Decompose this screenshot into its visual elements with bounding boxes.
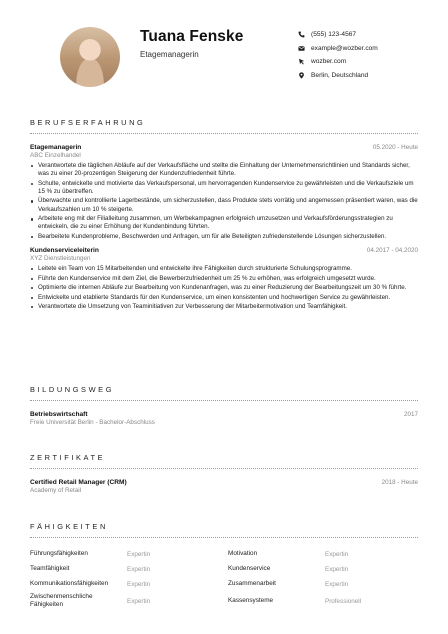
section-divider xyxy=(30,133,418,134)
bullet-item: Verantwortete die Umsetzung von Teaminitiativen zur Verbesserung der Mitarbeitermotivation und Teamfähigkeit. xyxy=(30,303,418,311)
contact-website-text: wozber.com xyxy=(311,58,347,66)
contact-location xyxy=(298,69,378,83)
candidate-job-title: Etagemanagerin xyxy=(140,50,199,59)
bullet-item: Bearbeitete Kundenprobleme, Beschwerden und Anfragen, um für alle Beteiligten zufriedenstellende Lösungen sicherzustellen. xyxy=(30,233,418,241)
bullet-item: Schulte, entwickelte und motivierte das Verkaufspersonal, um hervorragenden Kundenservice zu gewährleisten und die Verkaufsziele um 15 % zu übertreffen. xyxy=(30,180,418,196)
candidate-name: Tuana Fenske xyxy=(140,28,244,45)
contact-location-text: Berlin, Deutschland xyxy=(311,71,369,79)
skill-name: Führungsfähigkeiten xyxy=(30,550,88,557)
skill-name: Zwischenmenschliche Fähigkeiten xyxy=(30,593,93,608)
contact-phone-text: (555) 123-4567 xyxy=(311,31,357,39)
skill-level: Expertin xyxy=(127,565,151,573)
section-title: BERUFSERFAHRUNG xyxy=(30,118,146,127)
skill-level: Expertin xyxy=(127,580,151,588)
entry-title: Certified Retail Manager (CRM) xyxy=(30,479,127,486)
section-divider xyxy=(30,537,418,538)
bullet-item: Überwachte und kontrollierte Lagerbestände, um sicherzustellen, dass Produkte stets vorrätig und angemessen präsentiert waren, was die Verkaufszahlen um 10 % steigerte. xyxy=(30,197,418,213)
skill-level: Professionell xyxy=(325,597,362,605)
bullet-item: Leitete ein Team von 15 Mitarbeitenden und entwickelte ihre Fähigkeiten durch strukturierte Schulungsprogramme. xyxy=(30,265,418,273)
resume-header xyxy=(30,0,418,112)
link-icon xyxy=(298,58,305,65)
skill-level: Expertin xyxy=(127,597,151,605)
experience-entry xyxy=(30,144,418,241)
entry-company: XYZ Dienstleistungen xyxy=(30,255,91,263)
skill-level: Expertin xyxy=(325,565,349,573)
contact-phone xyxy=(298,28,378,42)
contact-list xyxy=(298,28,378,82)
skill-level: Expertin xyxy=(325,550,349,558)
bullet-item: Verantwortete die täglichen Abläufe auf der Verkaufsfläche und stellte die Einhaltung der Unternehmensrichtlinien und Standards sicher, was zu einer 20-prozentigen Steigerung der Kundenzufriedenheit führte. xyxy=(30,162,418,178)
skills-section xyxy=(30,522,418,609)
certificate-entry xyxy=(30,479,418,494)
entry-bullets xyxy=(30,162,418,241)
education-section xyxy=(30,385,418,426)
section-divider xyxy=(30,400,418,401)
entry-subtitle: Freie Universität Berlin - Bachelor-Abschluss xyxy=(30,419,155,426)
experience-entry xyxy=(30,247,418,311)
profile-photo xyxy=(60,27,120,87)
bullet-item: Entwickelte und etablierte Standards für den Kundenservice, um einen konsistenten und hochwertigen Service zu gewährleisten. xyxy=(30,294,418,302)
entry-date: 2017 xyxy=(403,411,418,418)
section-title: ZERTIFIKATE xyxy=(30,453,106,462)
experience-section xyxy=(30,118,418,313)
entry-date: 05.2020 - Heute xyxy=(372,144,418,151)
contact-email-text: example@wozber.com xyxy=(311,44,378,52)
bullet-item: Führte den Kundenservice mit dem Ziel, die Bewerberzufriedenheit um 25 % zu erhöhen, was erfolgreich umgesetzt wurde. xyxy=(30,275,418,283)
skills-grid xyxy=(30,548,418,609)
section-divider xyxy=(30,468,418,469)
skill-name: Motivation xyxy=(228,550,258,557)
entry-company: ABC Einzelhandel xyxy=(30,152,81,159)
section-title: BILDUNGSWEG xyxy=(30,385,115,394)
contact-website[interactable] xyxy=(298,55,378,69)
entry-bullets xyxy=(30,265,418,311)
entry-date: 2018 - Heute xyxy=(381,479,418,486)
bullet-item: Optimierte die internen Abläufe zur Bearbeitung von Kundenanfragen, was zu einer Reduzierung der Bearbeitungszeit um 30 % führte. xyxy=(30,284,418,292)
email-icon xyxy=(298,45,305,52)
bullet-item: Arbeitete eng mit der Filialleitung zusammen, um Werbekampagnen erfolgreich umzusetzen und Verkaufsförderungsstrategien zu entwickeln, die zu einer Erhöhung der Kundenbindung führten. xyxy=(30,215,418,231)
entry-title: Betriebswirtschaft xyxy=(30,411,88,418)
skill-name: Zusammenarbeit xyxy=(228,580,276,587)
skill-name: Kassensysteme xyxy=(228,597,274,604)
location-icon xyxy=(298,72,305,79)
section-title: FÄHIGKEITEN xyxy=(30,522,108,531)
skill-name: Teamfähigkeit xyxy=(30,565,70,572)
skill-name: Kommunikationsfähigkeiten xyxy=(30,580,109,587)
education-entry xyxy=(30,411,418,426)
phone-icon xyxy=(298,31,305,38)
entry-title: Etagemanagerin xyxy=(30,144,82,151)
entry-title: Kundenserviceleiterin xyxy=(30,247,99,255)
skill-name: Kundenservice xyxy=(228,565,271,572)
contact-email[interactable] xyxy=(298,42,378,56)
skill-level: Expertin xyxy=(325,580,349,588)
certificates-section xyxy=(30,453,418,494)
entry-subtitle: Academy of Retail xyxy=(30,487,82,494)
skill-level: Expertin xyxy=(127,550,151,558)
entry-date: 04.2017 - 04.2020 xyxy=(366,247,418,255)
